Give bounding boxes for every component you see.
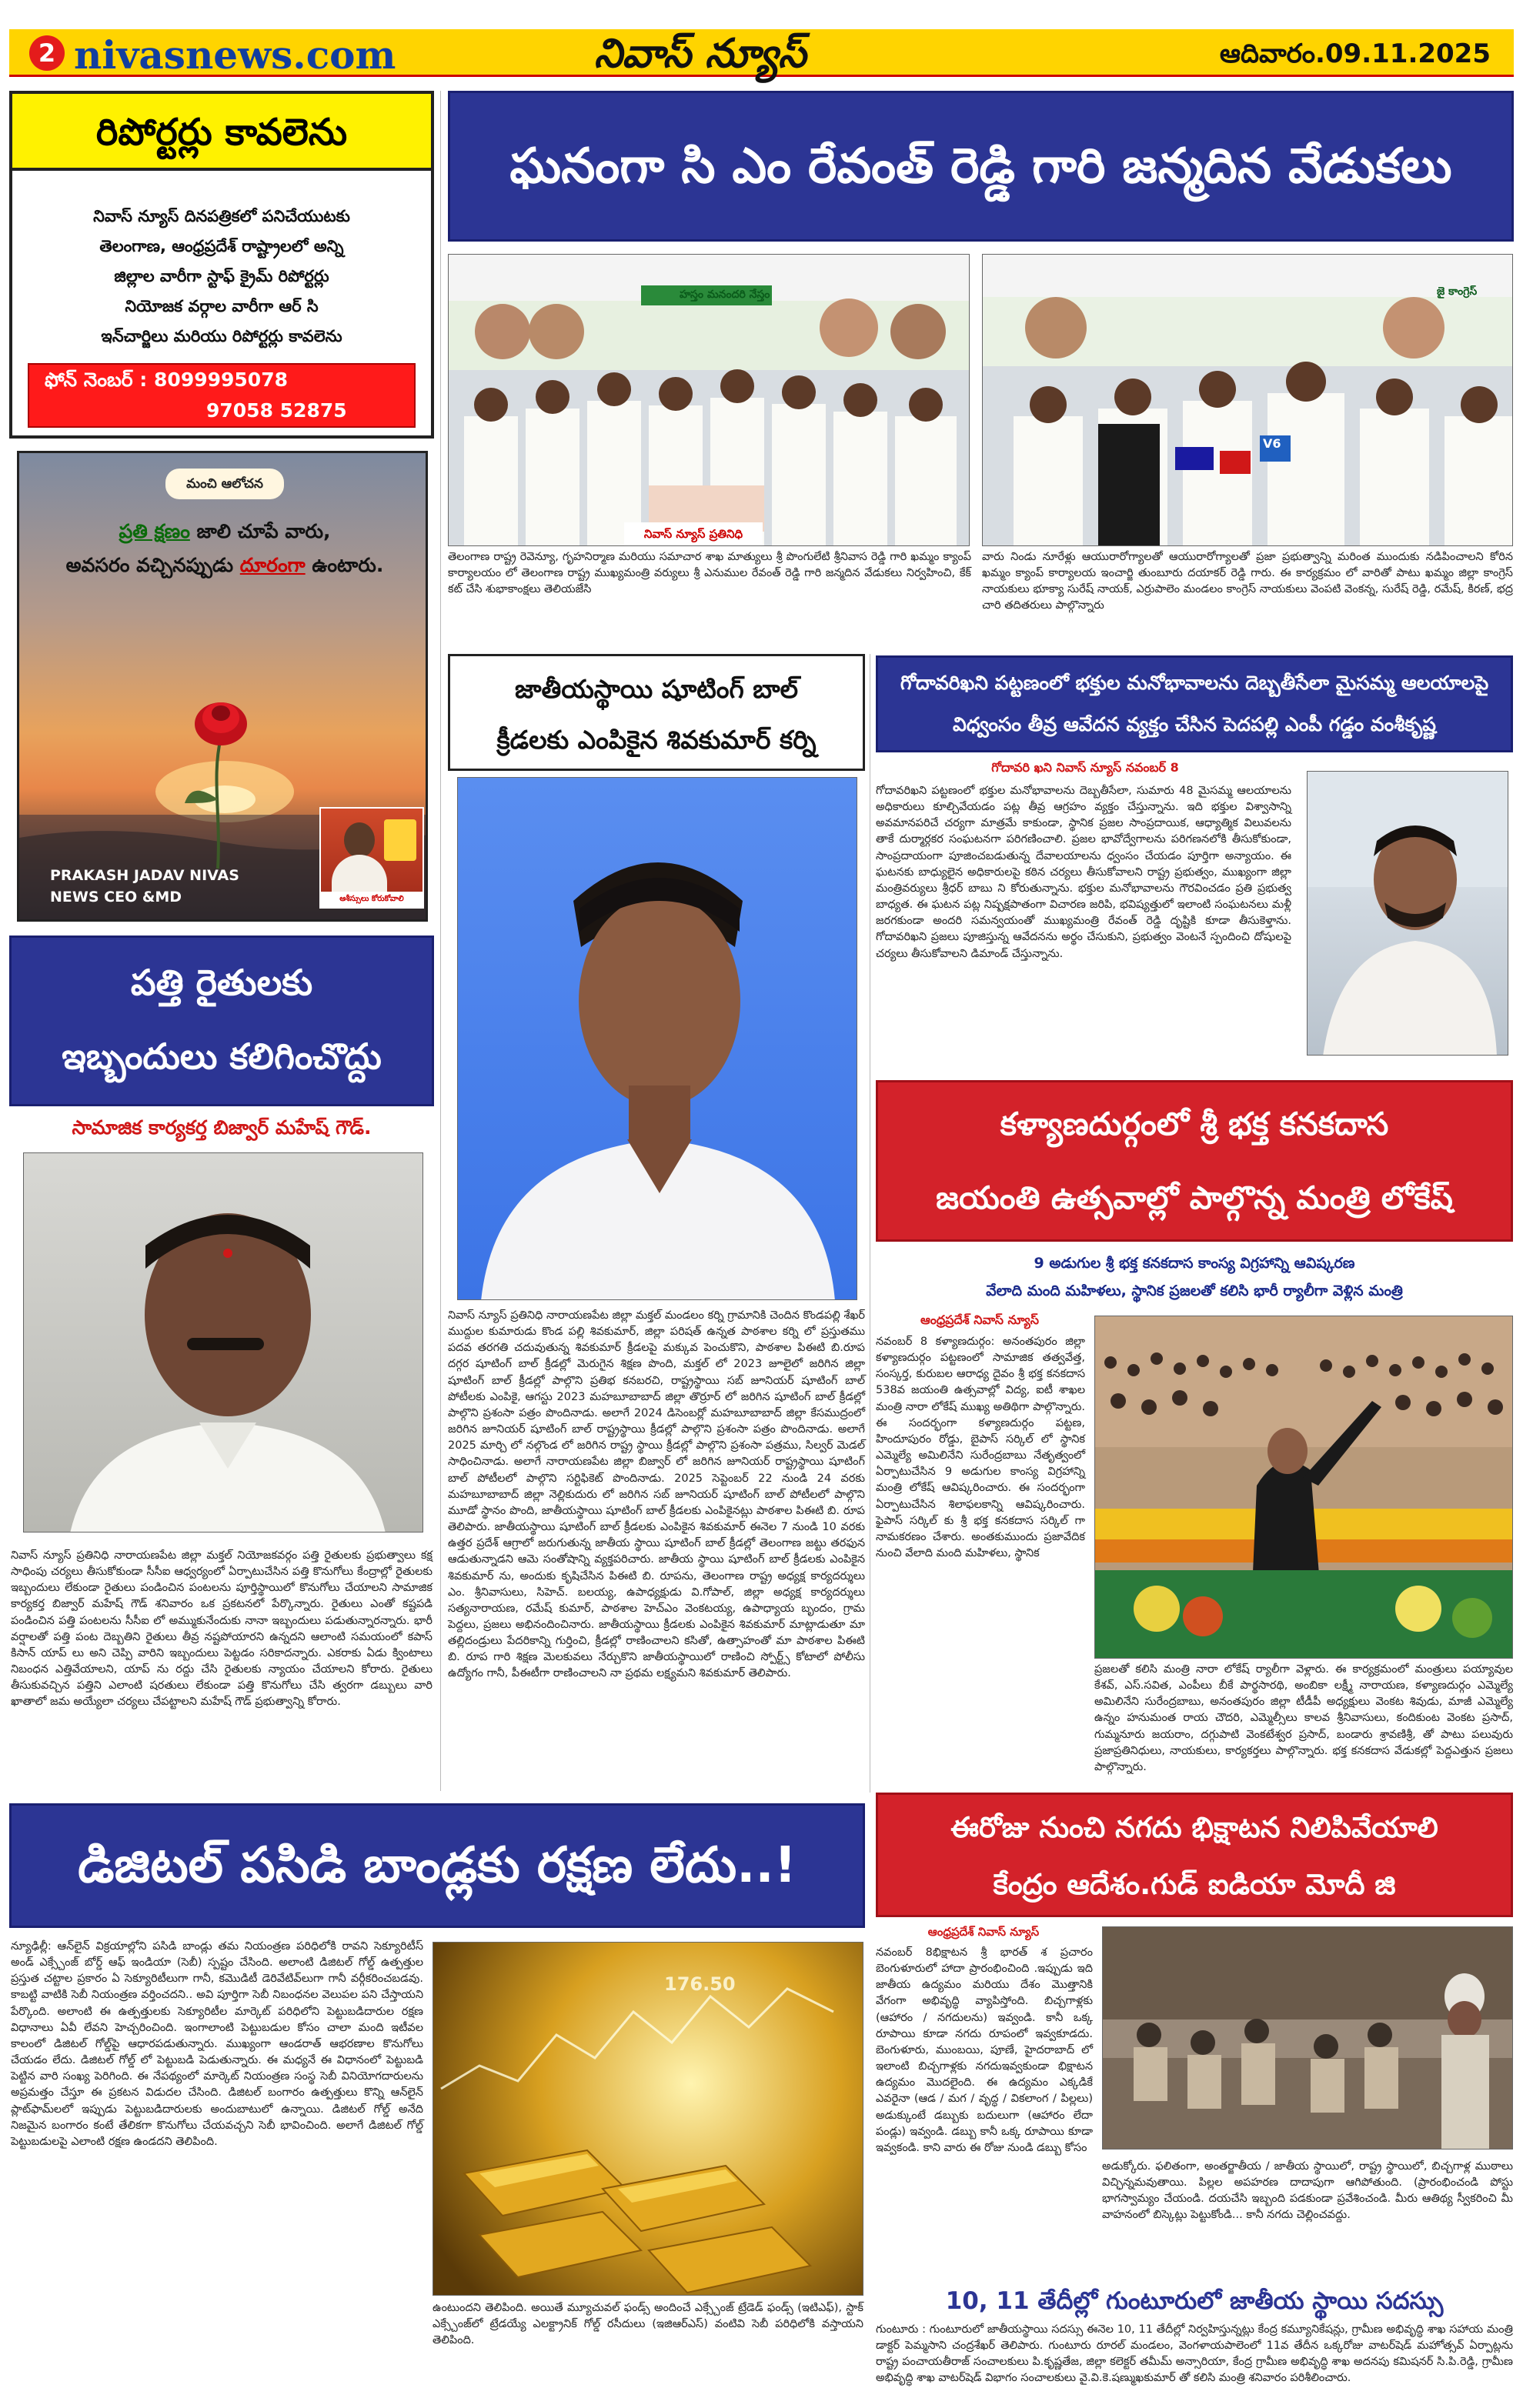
mp-photo xyxy=(1307,771,1508,1056)
phone-label: ఫోన్ నెంబర్ : xyxy=(45,369,148,391)
kalyandurg-headline xyxy=(876,1080,1513,1242)
godavari-headline xyxy=(876,655,1513,752)
revanth-photo-1 xyxy=(448,254,970,546)
shooting-body: నివాస్ న్యూస్ ప్రతినిధి నారాయణపేట జిల్లా మక్తల్ మండలం కర్ని గ్రామానికి చెందిన కొండపల్లి శేఖర్ ముద్దుల కుమారుడు కొండ పల్లి శివకుమార్, జిల్లా పరిషత్ ఉన్నత పాఠశాల కర్ని లో ప్రస్తుతము పదవ తరగతి చదువుతున్న శివకుమార్ క్రీడలపై మక్కువ పెంచుకొని, పాఠశాల పిఈటి బి.రూప దగ్గర షూటింగ్ బాల్ క్రీడల్లో మెరుగైన శిక్షణ పొంది, మక్తల్ లో 2023 జూలైలో జరిగిన జిల్లా షూటింగ్ బాల్ క్రీడల్లో పాల్గొని ప్రతిభ కనబరచి, రాష్ట్రస్థాయి సబ్ జూనియర్ షూటింగ్ బాల్ పోటీలకు ఎంపికై, ఆగస్టు 2023 మహబూబాబాద్ జిల్లా తొర్రూర్ లో జరిగిన షూటింగ్ బాల్ క్రీడల్లో పాల్గొని ప్రశంసా పత్రం పొందినాడు. అలాగే 2024 డిసెంబర్లో మహబూబాబాద్ జిల్లా కేసముద్రంలో జరిగిన జూనియర్ షూటింగ్ బాల్ రాష్ట్రస్థాయి క్రీడల్లో పాల్గొని ప్రశంసా పత్రం పొందినాడు. అలాగే 2025 మార్చి లో నల్గొండ లో జరిగిన రాష్ట్ర స్థాయి క్రీడల్లో పాల్గొని ప్రశంసా పత్రము, సిల్వర్ మెడల్ సాధించినాడు. అలాగే నారాయణపేట జిల్లా బిజ్వార్ లో జరిగిన జూనియర్ రాష్ట్రస్థాయి షూటింగ్ బాల్ పోటీలలో పాల్గొని సర్టిఫికెట్ పొందినాడు. 2025 సెప్టెంబర్ 22 నుండి 24 వరకు మహబూబాబాద్ జిల్లా నెల్లికుదురు లో జరిగిన సబ్ జూనియర్ షూటింగ్ బాల్ పోటీలలో పాల్గొని మూడో స్థానం పొంది, జాతీయస్థాయి షూటింగ్ బాల్ క్రీడలకు ఎంపికైనట్లు పాఠశాల పిఈటి బి. రూప తెలిపారు. జాతీయస్థాయి షూటింగ్ బాల్ క్రీడలకు ఎంపికైన శివకుమార్ ఈనెల 7 నుండి 10 వరకు ఉత్తర ప్రదేశ్ ఆగ్రాలో జరుగుతున్న జాతీయ స్థాయి షూటింగ్ బాల్ క్రీడల్లో తెలంగాణ జట్టు తరఫున ఆడుతున్నాడని ఆమె సంతోషాన్ని వ్యక్తపరిచారు. జాతీయ స్థాయి షూటింగ్ బాల్ క్రీడలకు ఎంపికైన శివకుమార్ ను, అందుకు కృషిచేసిన పిఈటి బి. రూపను, తెలంగాణ రాష్ట్ర అధ్యక్ష కార్యదర్శులు ఎం. శ్రీనివాసులు, సిహెచ్. బలయ్య, ఉపాధ్యక్షుడు వి.గోపాల్, జిల్లా అధ్యక్ష కార్యదర్శులు సత్యనారాయణ, రమేష్ కుమార్, పాఠశాల హెచ్ఎం వెంకటయ్య, ఉపాధ్యాయ బృందం, గ్రామ పెద్దలు, ప్రజలు అభినందించినారు. జాతీయస్థాయి క్రీడలకు ఎంపికైన శివకుమార్ మాట్లాడుతూ మా తల్లిదండ్రులు పేదరికాన్ని గుర్తించి, క్రీడల్లో రాణించాలని కసితో, ఉత్సాహంతో మా పాఠశాల పిఈటి బి. రూప గారి శిక్షణ మెలకువలు నేర్చుకొని జాతీయస్థాయిలో రాణించి స్పోర్ట్స్ కోటాలో పోలీసు ఉద్యోగం గానీ, పీఈటీగా రాణించాలని నా ప్రథమ లక్ష్యమని శివకుమార్ తెలిపారు. xyxy=(448,1309,866,1680)
gold-body-left: న్యూఢిల్లీ: ఆన్‌లైన్ విక్రయాల్లోని పసిడి బాండ్లు తమ నియంత్రణ పరిధిలోకి రావని సెక్యూరిటీస్ అండ్ ఎక్స్చేంజ్ బోర్డ్ ఆఫ్ ఇండియా (సెబీ) స్పష్టం చేసింది. అలాంటి డిజిటల్ గోల్డ్ ఉత్పత్తుల ప్రస్తుత చట్టాల ప్రకారం ఏ సెక్యూరిటీలుగా గానీ, కమొడిటీ డెరివేటివ్‌లుగా గానీ వర్గీకరించబడవు. కాబట్టి వాటికి సెబీ నియంత్రణ వర్తించదని.. అవి పూర్తిగా సెబీ నిబంధనల వెలుపల పని చేస్తాయని పేర్కొంది. అలాంటి ఈ ఉత్పత్తులకు సెక్యూరిటీల మార్కెట్ పరిధిలోని పెట్టుబడిదారుల రక్షణ విధానాలు ఏవీ లేవని హెచ్చరించింది. ఇంగాలాంటి పెట్టుబడుల కోసం చాలా మంది ఇటీవల కాలంలో డిజిటల్ గోల్డ్‌పై ఆధారపడుతున్నారు. ముఖ్యంగా ఆండరాత్ ఆభరణాల కొనుగోలు చేయడం లేదు. డిజిటల్ గోల్డ్ లో పెట్టుబడి పెడుతున్నారు. ఈ మధ్యనే ఈ విధానంలో పెట్టుబడి పెట్టిన వారి సంఖ్య పెరిగింది. ఈ నేపథ్యంలో మార్కెట్ నియంత్రణ సంస్థ సెబీ వినియోగదారులను అప్రమత్తం చేస్తూ ఈ ప్రకటన విడుదల చేసింది. డిజిటల్ బంగారం ఉత్పత్తులు కొన్ని ఆన్‌లైన్ ప్లాట్‌ఫామ్‌లలో ఇప్పుడు పెట్టుబడిదారులకు అందుబాటులో ఉన్నాయి. డిజిటల్ గోల్డ్ అనేది నిజమైన బంగారం కంటే తేలికగా కొనుగోలు చేయవచ్చని సెబీ భావించింది. అలాగే డిజిటల్ గోల్డ్ పెట్టుబడులపై ఎలాంటి రక్షణ ఉండదని తెలిపింది. xyxy=(11,1940,423,2148)
reporters-ad-phone-box xyxy=(28,363,416,428)
phone-number-2[interactable]: 97058 52875 xyxy=(206,399,347,422)
begging-dateline: ఆంధ్రప్రదేశ్ నివాస్ న్యూస్ xyxy=(927,1925,1040,1939)
quote-line-2-end: ఉంటారు. xyxy=(305,554,384,576)
ceo-photo xyxy=(319,807,424,909)
reporters-ad-line: నియోజక వర్గాల వారీగా ఆర్ సి xyxy=(125,297,319,315)
shooting-headline xyxy=(448,654,865,771)
gold-body-right: ఉంటుందని తెలిపింది. అయితే మ్యూచువల్ ఫండ్స్ అందించే ఎక్స్చేంజ్ ట్రేడెడ్ ఫండ్స్ (ఇటిఎఫ్), స్టాక్ ఎక్స్చేంజ్‌లో ట్రేడయ్యే ఎలక్ట్రానిక్ గోల్డ్ రసీదులు (ఇజిఆర్‌ఎస్) వంటివి సెబీ పరిధిలోకి వస్తాయని తెలిపింది. xyxy=(433,2302,863,2347)
kalyandurg-subhead xyxy=(876,1249,1513,1305)
reporters-ad-line: జిల్లాల వారీగా స్టాఫ్ క్రైమ్ రిపోర్టర్లు xyxy=(114,267,329,285)
byline-strip: నివాస్ న్యూస్ ప్రతినిధి xyxy=(624,522,763,545)
reporters-ad-line: తెలంగాణ, ఆంధ్రప్రదేశ్ రాష్ట్రాలలో అన్ని xyxy=(99,237,344,255)
ceo-credit: PRAKASH JADAV NIVAS NEWS CEO &MD xyxy=(50,867,239,906)
quote-ad xyxy=(17,451,428,922)
revanth-body-right: వారు నిండు నూరేళ్లు ఆయురారోగ్యాలతో ఆయురారోగ్యాలతో ప్రజా ప్రభుత్వాన్ని మరింత ముందుకు నడిపించాలని కోరిన ఖమ్మం క్యాంప్ కార్యాలయ ఇంచార్జి తుంబూరు దయాకర్ రెడ్డి గారు. ఈ కార్యక్రమం లో వారితో పాటు ఖమ్మం జిల్లా కాంగ్రెస్ నాయకులు భూక్యా సురేష్ నాయక్, ఎర్రుపాలెం మండలం కాంగ్రెస్ నాయకులు వెంపటి వెంకన్న, సురేష్ రెడ్డి, రమేష్, కిరణ్, భద్ర చారి తదితరులు పాల్గొన్నారు xyxy=(982,551,1513,612)
quote-badge: మంచి ఆలోచన xyxy=(165,469,284,499)
reporters-ad-line: నివాస్ న్యూస్ దినపత్రికలో పనిచేయుటకు xyxy=(93,207,350,225)
phone-number-1[interactable]: 8099995078 xyxy=(154,369,288,391)
masthead xyxy=(9,29,1514,77)
revanth-photo-2 xyxy=(982,254,1513,546)
godavari-headline-line2: విధ్వంసం తీవ్ర ఆవేదన వ్యక్తం చేసిన పెదపల్లి ఎంపీ గడ్డం వంశీకృష్ణ xyxy=(953,713,1436,735)
cotton-headline-line2: ఇబ్బందులు కలిగించొద్దు xyxy=(62,1036,382,1077)
revanth-body-left: తెలంగాణ రాష్ట్ర రెవెన్యూ, గృహనిర్మాణ మరియు సమాచార శాఖ మాత్యులు శ్రీ పొంగులేటి శ్రీనివాస రెడ్డి గారి ఖమ్మం క్యాంప్ కార్యాలయం లో తెలంగాణ రాష్ట్ర ముఖ్యమంత్రి వర్యులు శ్రీ ఎనుముల రేవంత్ రెడ్డి గారి జన్మదిన వేడుకలు నిర్వహించి, కేక్ కట్ చేసి శుభాకాంక్షలు తెలియజేసి xyxy=(448,551,971,596)
gold-headline: డిజిటల్ పసిడి బాండ్లకు రక్షణ లేదు..! xyxy=(9,1803,865,1928)
quote-line-2: అవసరం వచ్చినప్పుడు xyxy=(65,554,240,576)
activist-photo xyxy=(23,1152,423,1533)
godavari-body: గోదావరిఖని పట్టణంలో భక్తుల మనోభావాలను దెబ్బతీసేలా, సుమారు 48 మైసమ్మ ఆలయాలను అధికారులు కూల్చివేయడం పట్ల తీవ్ర ఆగ్రహం వ్యక్తం చేస్తున్నాను. ఇది భక్తుల విశ్వాసాన్ని అవమానపరిచే చర్యగా మాత్రమే కాకుండా, స్థానిక ప్రజల సాంప్రదాయిక, ఆధ్యాత్మిక విలువలను తాకే దుర్మార్గకర సంఘటనగా పరిగణించాలి. ప్రజల భావోద్వేగాలను పరిగణనలోకి తీసుకోకుండా, సాంప్రదాయంగా పూజించబడుతున్న దేవాలయాలను ధ్వంసం చేయడం పూర్తిగా అన్యాయం. ఈ ఘటనకు బాధ్యులైన అధికారులపై కఠిన చర్యలు తీసుకోవాలని రాష్ట్ర ప్రభుత్వం, ముఖ్యంగా జిల్లా మంత్రివర్యులు శ్రీధర్ బాబు ని కోరుతున్నాను. భక్తుల మనోభావాలను గౌరవించడం ప్రతి ప్రభుత్వ బాధ్యత. ఈ ఘటన పట్ల నిష్పక్షపాతంగా విచారణ జరిపి, భవిష్యత్తులో ఇలాంటి సంఘటనలు మళ్లీ జరగకుండా అందరి సమన్వయంతో ముఖ్యమంత్రి రేవంత్ రెడ్డి దృష్టికి కూడా తీసుకెళ్తాను. గోదావరిఖని ప్రజలు పూజిస్తున్న ఆవేదనను అర్థం చేసుకుని, ప్రభుత్వం వెంటనే స్పందించి దోషులపై చర్యలు తీసుకోవాలని డిమాండ్ చేస్తున్నాను. xyxy=(876,785,1291,960)
quote-highlight-1: ప్రతి క్షణం xyxy=(119,520,190,542)
kalyandurg-subhead-1: 9 అడుగుల శ్రీ భక్త కనకదాస కాంస్య విగ్రహాన్ని ఆవిష్కరణ xyxy=(1034,1255,1355,1272)
quote-highlight-2: దూరంగా xyxy=(239,554,306,576)
brand-title: నివాస్ న్యూస్ xyxy=(594,31,807,77)
summit-body: గుంటూరు : గుంటూరులో జాతీయస్థాయి సదస్సు ఈనెల 10, 11 తేదీల్లో నిర్వహిస్తున్నట్లు కేంద్ర కమ్యూనికేషన్లు, గ్రామీణ అభివృద్ధి శాఖ సహాయ మంత్రి డాక్టర్ పెమ్మసాని చంద్రశేఖర్ తెలిపారు. గుంటూరు రూరల్ మండలం, వెంగళాయపాలెంలో 11వ తేదీన ఒక్కరోజు వాటర్‌షెడ్ మహోత్సవ్ ఏర్పాట్లను రాష్ట్ర పంచాయతీరాజ్ సంచాలకులు పి.కృష్ణతేజ, జిల్లా కలెక్టర్ తమీమ్ అన్సారియా, కేంద్ర గ్రామీణ అభివృద్ధి శాఖ అదనపు కమిషనర్ సి.పి.రెడ్డి, గ్రామీణ అభివృద్ధి శాఖ వాటర్‌షెడ్ విభాగం సంచాలకులు వై.వి.కె.షణ్ముఖకుమార్ తో కలిసి మంత్రి శనివారం పరిశీలించారు. xyxy=(876,2323,1513,2385)
site-url[interactable]: nivasnews.com xyxy=(74,32,396,78)
kalyandurg-body-left: నవంబర్ 8 కళ్యాణదుర్గం: అనంతపురం జిల్లా కళ్యాణదుర్గం పట్టణంలో సామాజిక తత్వవేత్త, సంస్కర్త, కురుబల ఆరాధ్య దైవం శ్రీ భక్త కనకదాస 538వ జయంతి ఉత్సవాల్లో విద్య, ఐటీ శాఖల మంత్రి నారా లోకేష్ ముఖ్య అతిథిగా పాల్గొన్నారు. ఈ సందర్భంగా కళ్యాణదుర్గం పట్టణ, హిందూపురం రోడ్డు, బైపాస్ సర్కిల్ లో స్థానిక ఎమ్మెల్యే అమిలినేని సురేంద్రబాబు నేతృత్వంలో ఏర్పాటుచేసిన 9 అడుగుల కాంస్య విగ్రహాన్ని మంత్రి లోకేష్ ఆవిష్కరించారు. ఈ సందర్భంగా ఏర్పాటుచేసిన శిలాఫలకాన్ని ఆవిష్కరించారు. ఫైపాస్ సర్కిల్ కు శ్రీ భక్త కనకదాస సర్కిల్ గా నామకరణం చేశారు. అంతకుముందు ప్రజావేదిక నుంచి వేలాది మంది మహిళలు, స్థానిక xyxy=(876,1336,1085,1560)
begging-body-full: అడుక్కోరు. ఫలితంగా, అంతర్జాతీయ / జాతీయ స్థాయిలో, రాష్ట్ర స్థాయిలో, బిచ్చగాళ్ల ముఠాలు విచ్ఛిన్నమవుతాయి. పిల్లల అపహరణ దాదాపుగా ఆగిపోతుంది. (ప్రారంభించండి పోస్టు భాగస్వామ్యం చేయండి. దయచేసి ఇబ్బంది పడకుండా ప్రవేశించండి. మీరు ఆతిథ్య స్వీకరించి మీ వాహనంలో బిస్కెట్లు పెట్టుకోండి... కానీ నగదు చెల్లించవద్దు. xyxy=(1102,2160,1513,2222)
separator xyxy=(440,91,441,1791)
ceo-photo-caption: ఆశీస్సులు కోరుకోవాలి xyxy=(321,892,422,907)
banner-text-1: హస్తం మనందరి నేస్తం xyxy=(680,288,770,301)
beggars-photo xyxy=(1102,1926,1513,2150)
kalyandurg-dateline: ఆంధ్రప్రదేశ్ నివాస్ న్యూస్ xyxy=(920,1312,1039,1327)
begging-headline-line2: కేంద్రం ఆదేశం.గుడ్ ఐడియా మోదీ జి xyxy=(993,1868,1396,1901)
reporters-ad-line: ఇన్‌చార్జిలు మరియు రిపోర్టర్లు కావలెను xyxy=(101,327,342,345)
godavari-dateline: గోదావరి ఖని నివాస్ న్యూస్ నవంబర్ 8 xyxy=(991,760,1179,775)
cotton-headline-line1: పత్తి రైతులకు xyxy=(130,962,313,1003)
reporters-ad-title: రిపోర్టర్లు కావలెను xyxy=(12,94,431,171)
kalyandurg-subhead-2: వేలాది మంది మహిళలు, స్థానిక ప్రజలతో కలిసి భారీ ర్యాలీగా వెళ్లిన మంత్రి xyxy=(986,1282,1403,1299)
rally-photo xyxy=(1094,1316,1513,1659)
sivakumar-photo xyxy=(457,777,857,1300)
shooting-headline-line2: క్రీడలకు ఎంపికైన శివకుమార్ కర్ని xyxy=(496,725,817,755)
page-number: 2 xyxy=(29,35,65,71)
revanth-headline: ఘనంగా సి ఎం రేవంత్ రెడ్డి గారి జన్మదిన వేడుకలు xyxy=(448,91,1514,242)
kalyandurg-headline-line1: కళ్యాణదుర్గంలో శ్రీ భక్త కనకదాస xyxy=(1000,1106,1389,1142)
issue-date: ఆదివారం.09.11.2025 xyxy=(1219,38,1491,69)
begging-headline xyxy=(876,1793,1513,1917)
kalyandurg-body-full: ప్రజలతో కలిసి మంత్రి నారా లోకేష్ ర్యాలీగా వెళ్లారు. ఈ కార్యక్రమంలో మంత్రులు పయ్యావుల కేశవ్, ఎస్.సవిత, ఎంపీలు బీకే పార్థసారథి, అంబికా లక్ష్మీ నారాయణ, కళ్యాణదుర్గం ఎమ్మెల్యే అమిలినేని సురేంద్రబాబు, అనంతపురం జిల్లా టీడీపీ అధ్యక్షులు వెంకట శివుడు, మాజీ ఎమ్మెల్యే ఉన్నం హనుమంత రాయ చౌదరి, ఎమ్మెల్సీలు కాలవ శ్రీనివాసులు, కందికుంట వెంకట ప్రసాద్, గుమ్మనూరు జయరాం, దగ్గుపాటి వెంకటేశ్వర ప్రసాద్, బండారు శ్రావణిశ్రీ, తో పాటు పలువురు ప్రజాప్రతినిధులు, నాయకులు, కార్యకర్తలు పాల్గొన్నారు. భక్త కనకదాస వేడుకల్లో పెద్దఎత్తున ప్రజలు పాల్గొన్నారు. xyxy=(1094,1663,1513,1773)
cotton-subhead: సామాజిక కార్యకర్త బిజ్వార్ మహేష్ గౌడ్. xyxy=(72,1116,372,1139)
chart-price-label: 176.50 xyxy=(664,1973,736,1995)
cotton-headline xyxy=(9,936,434,1106)
begging-headline-line1: ఈరోజు నుంచి నగదు భిక్షాటన నిలిపివేయాలి xyxy=(950,1811,1438,1844)
reporters-ad xyxy=(9,91,434,439)
quote-text xyxy=(35,515,415,582)
banner-text-2: జై కాంగ్రెస్ xyxy=(1437,285,1478,298)
summit-headline: 10, 11 తేదీల్లో గుంటూరులో జాతీయ స్థాయి సదస్సు xyxy=(945,2287,1444,2315)
cotton-body: నివాస్ న్యూస్ ప్రతినిధి నారాయణపేట జిల్లా మక్తల్ నియోజకవర్గం పత్తి రైతులకు ప్రభుత్వాలు కక్ష సాధింపు చర్యలు తీసుకోకుండా సీసీఐ ఆధ్వర్యంలో ఏర్పాటుచేసిన పత్తి కొనుగోలు కేంద్రాల్లో రైతులకు ఇబ్బందులు లేకుండా రైతులు పండించిన పంటలను పూర్తిస్థాయిలో కొనుగోలు చేయాలని సామాజిక కార్యకర్త బిజ్వార్ మహేష్ గౌడ్ శనివారం ఒక ప్రకటనలో పేర్కొన్నారు. రైతులు ఎంతో కష్టపడి పండించిన పత్తి పంటలను సీసీఐ లో అమ్ముకునేందుకు నానా ఇబ్బందులు పడుతున్నారన్నారు. భారీ వర్షాలతో పత్తి పంట దెబ్బతిని రైతులు తీవ్ర నష్టపోయారని ఉన్నదని ఆలాంటి సమయంలో కపాస్ కిసాన్ యాప్ లు అని చెప్పి వారిని ఇబ్బందులు పెట్టడం సరికాదన్నారు. ఎకరాకు ఏడు క్వింటాలు నిబంధన ఎత్తివేయాలని, యాప్ ను రద్దు చేసి రైతులకు న్యాయం చేయాలని కోరారు. రైతులు తీసుకువచ్చిన పత్తిని ఎలాంటి షరతులు లేకుండా పత్తి కొనుగోలు చేసి త్వరగా డబ్బులు వారి ఖాతాలో జమ అయ్యేలా చర్యలు చేపట్టాలని మహేష్ గౌడ్ ప్రభుత్వాన్ని కోరారు. xyxy=(11,1549,433,1709)
gold-bars-photo xyxy=(433,1942,863,2296)
godavari-headline-line1: గోదావరిఖని పట్టణంలో భక్తుల మనోభావాలను దెబ్బతీసేలా మైసమ్మ ఆలయాలపై xyxy=(900,672,1489,694)
quote-line-1: జాలి చూపే వారు, xyxy=(189,520,331,542)
mic-label: V6 xyxy=(1263,436,1281,451)
shooting-headline-line1: జాతీయస్థాయి షూటింగ్ బాల్ xyxy=(515,674,798,704)
begging-body-left: నవంబర్ 8భిక్షాటన శ్రీ భారత్ శ ప్రచారం బెంగుళూరులో హాదా ప్రారంభించింది .ఇప్పుడు ఇది జాతీయ ఉద్యమం మరియు దేశం మొత్తానికి వేగంగా అభివృద్ధి వ్యాపిస్తోంది. బిచ్చగాళ్లకు (ఆహారం / నగదులను) ఇవ్వండి. కానీ ఒక్క రూపాయి కూడా నగదు రూపంలో ఇవ్వకూడదు. బెంగుళూరు, ముంబయి, పూణే, హైదరాబాద్ లో ఇలాంటి బిచ్చగాళ్లకు నగదుఇవ్వకుండా భిక్షాటన ఉద్యమం మొదలైంది. ఈ ఉద్యమం ఎక్కడికే ఎవరైనా (ఆడ / మగ / వృద్ధ / వికలాంగ / పిల్లలు) అడుక్కుంటే డబ్బుకు బదులుగా (ఆహారం లేదా పండ్లు) ఇవ్వండి. డబ్బు కానీ ఒక్క రూపాయి కూడా ఇవ్వకండి. కాని వారు ఈ రోజు నుండి డబ్బు కోసం xyxy=(876,1946,1093,2154)
kalyandurg-headline-line2: జయంతి ఉత్సవాల్లో పాల్గొన్న మంత్రి లోకేష్ xyxy=(936,1179,1453,1216)
